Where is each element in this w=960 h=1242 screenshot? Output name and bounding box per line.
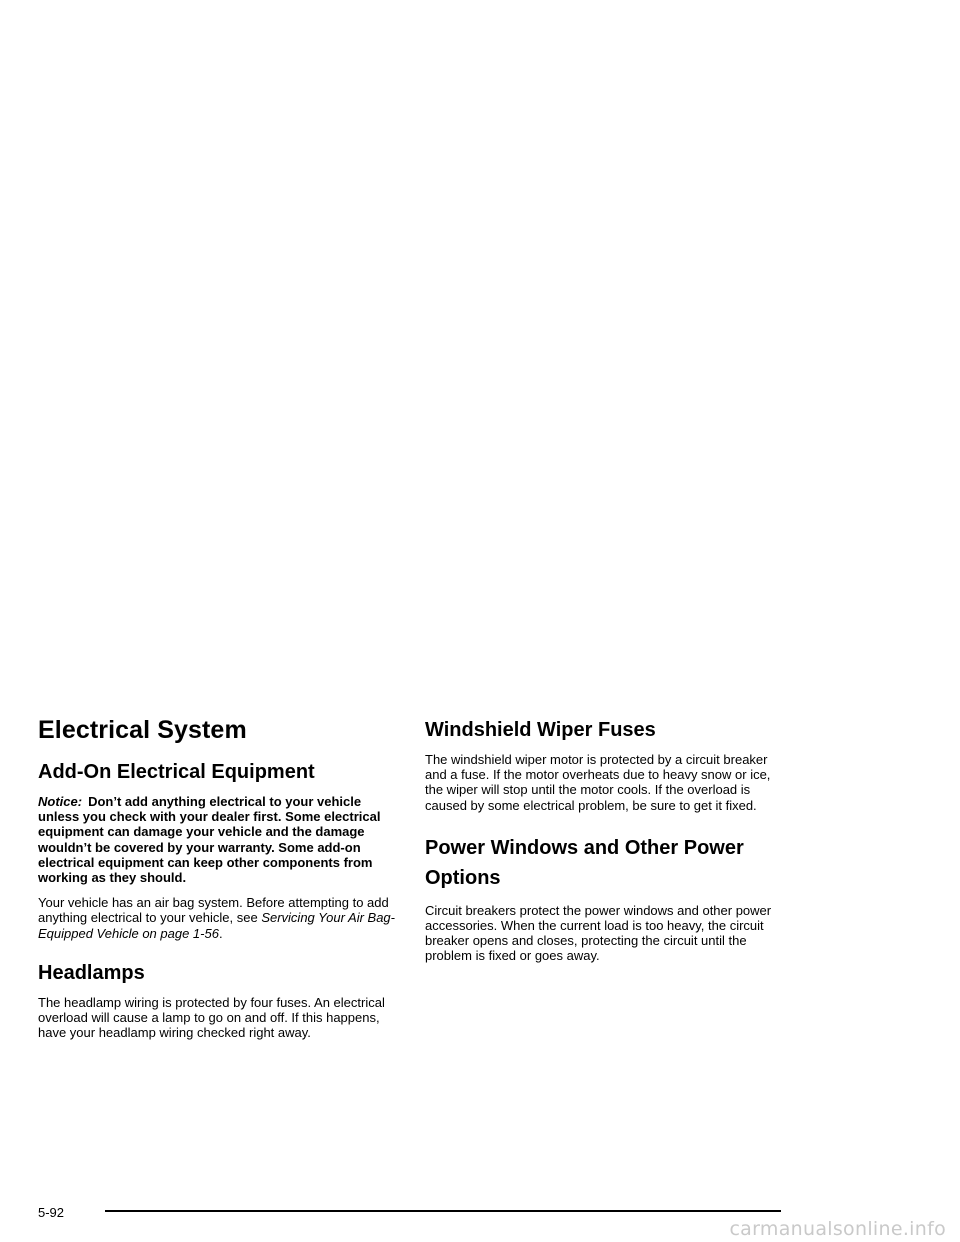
headlamps-body: The headlamp wiring is protected by four fuses. An electrical overload will cause a lamp to go on and off. If this happens, have your headlamp wiring checked right away. [38,994,385,1041]
add-on-body [38,895,398,941]
add-on-body-text: Your vehicle has an air bag system. Before attempting to add anything electrical to your vehicle, see [38,895,389,926]
air-bag-reference-link[interactable]: Servicing Your Air Bag-Equipped Vehicle on page 1-56 [38,910,395,941]
power-windows-heading: Power Windows and Other Power Options [425,836,744,889]
add-on-electrical-heading: Add-On Electrical Equipment [38,761,315,783]
footer-divider [105,1210,781,1212]
wiper-fuses-body: The windshield wiper motor is protected by a circuit breaker and a fuse. If the motor overheats due to heavy snow or ice, the wiper will stop until the motor cools. If the overload is caused by some electrical problem, be sure to get it fixed. [425,752,771,813]
right-column [425,690,787,974]
notice-label: Notice: [38,794,83,809]
left-column [38,690,398,1050]
notice-paragraph [38,794,398,885]
page-number: 5-92 [38,1205,65,1220]
section-title: Electrical System [38,716,247,744]
reference-end: . [218,925,223,941]
headlamps-heading: Headlamps [38,961,145,984]
notice-text: Don’t add anything electrical to your vehicle unless you check with your dealer first. Some electrical equipment can damage your vehicle and the damage wouldn’t be covered by your warranty. Some add-on electrical equipment can keep other components from working as they should. [38,794,381,886]
wiper-fuses-heading: Windshield Wiper Fuses [425,719,656,741]
power-windows-body: Circuit breakers protect the power windows and other power accessories. When the current load is too heavy, the circuit breaker opens and closes, protecting the circuit until the problem is fixed or goes away. [425,902,772,964]
watermark: carmanualsonline.info [729,1218,946,1240]
